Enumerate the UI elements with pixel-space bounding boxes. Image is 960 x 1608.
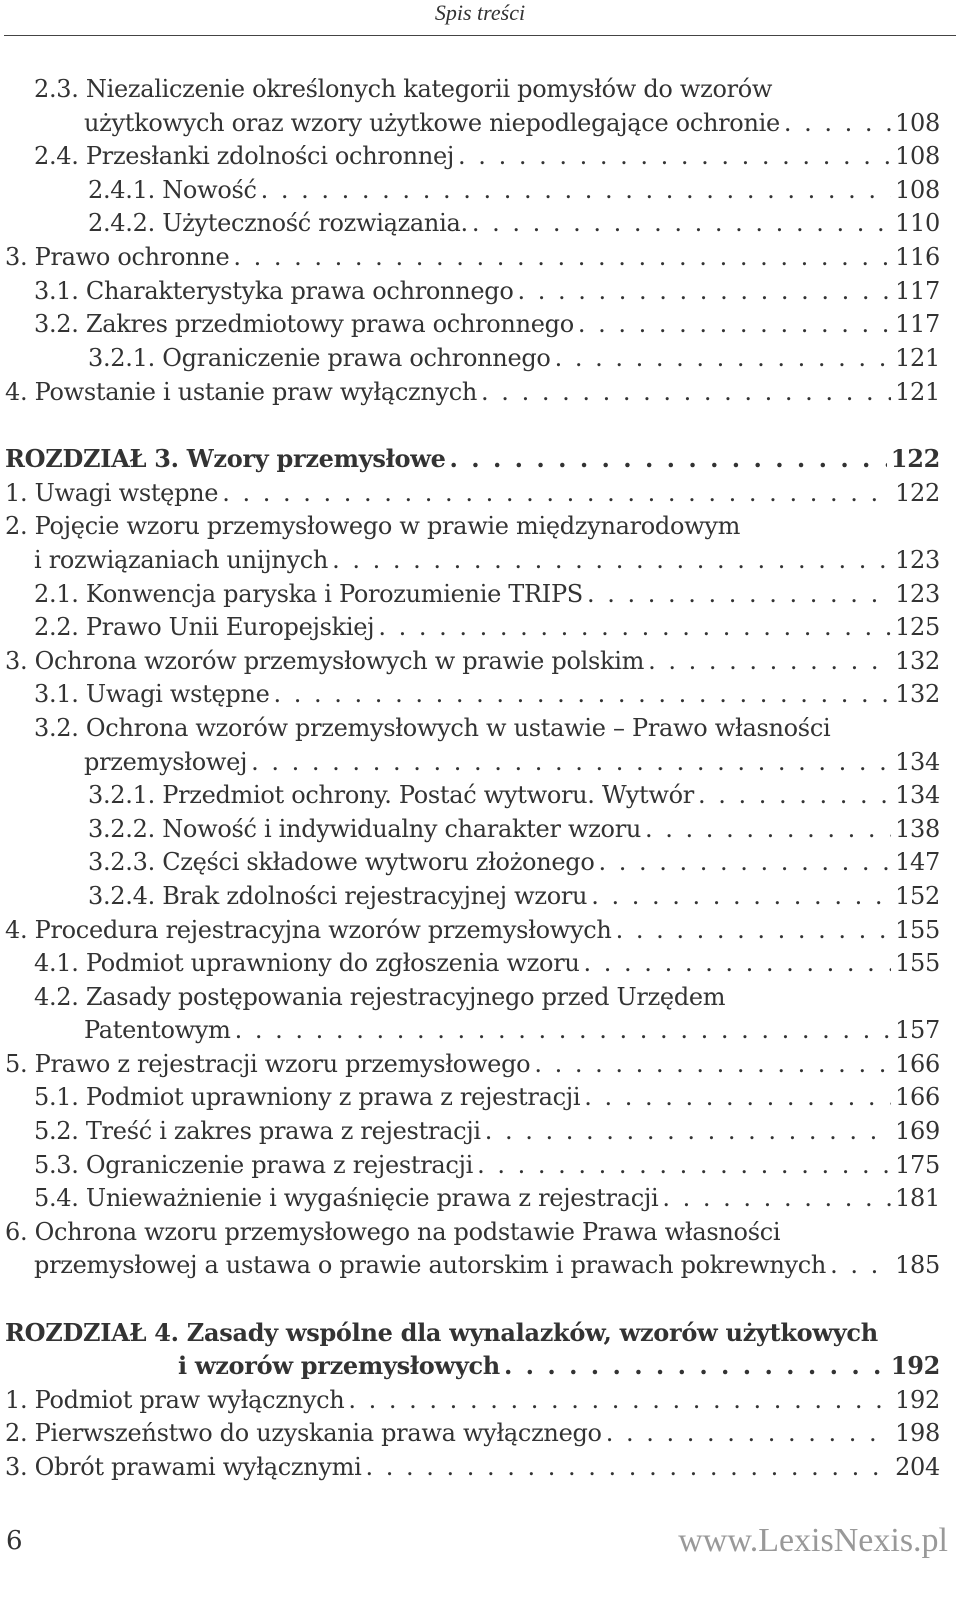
toc-entry (34, 577, 940, 611)
dot-leader (645, 812, 891, 846)
toc-entry-title: i rozwiązaniach unijnych (34, 546, 329, 574)
toc-entry-page: 198 (895, 1419, 940, 1447)
toc-entry-page: 134 (895, 781, 940, 809)
toc-entry (34, 1114, 940, 1148)
toc-entry (34, 1181, 940, 1215)
toc-entry (88, 778, 940, 812)
dot-leader (504, 1349, 887, 1383)
dot-leader (472, 206, 891, 240)
dot-leader (517, 274, 891, 308)
toc-entry (88, 341, 940, 375)
dot-leader (222, 476, 891, 510)
dot-leader (534, 1047, 891, 1081)
toc-entry-page: 122 (890, 444, 940, 473)
toc-entry (34, 1080, 940, 1114)
dot-leader (662, 1181, 891, 1215)
dot-leader (830, 1248, 891, 1282)
dot-leader (616, 913, 892, 947)
toc-entry-title: przemysłowej (84, 748, 248, 776)
toc-entry-title: 2. Pierwszeństwo do uzyskania prawa wyłącznego (5, 1419, 602, 1447)
toc-entry-page: 169 (895, 1117, 940, 1145)
toc-entry (34, 274, 940, 308)
dot-leader (784, 106, 891, 140)
toc-entry-title: 3.1. Charakterystyka prawa ochronnego (34, 277, 514, 305)
toc-entry-page: 117 (895, 277, 940, 305)
toc-entry-page: 121 (895, 344, 940, 372)
toc-entry (5, 913, 940, 947)
toc-entry-title: 3.2. Ochrona wzorów przemysłowych w ustawie – Prawo własności (34, 714, 831, 742)
toc-entry-title: 3.2.2. Nowość i indywidualny charakter wzoru (88, 815, 642, 843)
toc-entry-page: 117 (895, 310, 940, 338)
dot-leader (378, 610, 891, 644)
toc-entry-page: 123 (895, 546, 940, 574)
toc-entry (34, 1248, 940, 1282)
toc-entry-title: przemysłowej a ustawa o prawie autorskim i prawach pokrewnych (34, 1251, 827, 1279)
dot-leader (485, 1114, 891, 1148)
dot-leader (274, 677, 892, 711)
toc-entry-page: 138 (895, 815, 940, 843)
toc-entry-title: 1. Podmiot praw wyłącznych (5, 1386, 345, 1414)
dot-leader (606, 1416, 891, 1450)
toc-entry-title: 2. Pojęcie wzoru przemysłowego w prawie międzynarodowym (5, 512, 741, 540)
toc-entry (5, 1316, 940, 1350)
toc-entry-title: 4. Powstanie i ustanie praw wyłącznych (5, 378, 478, 406)
toc-entry (88, 206, 940, 240)
toc-entry-page: 192 (890, 1351, 940, 1380)
toc-entry (5, 1047, 940, 1081)
toc-entry-title: 2.3. Niezaliczenie określonych kategorii pomysłów do wzorów (34, 75, 773, 103)
toc-entry-page: 155 (895, 949, 940, 977)
toc-entry-title: 5.4. Unieważnienie i wygaśnięcie prawa z rejestracji (34, 1184, 659, 1212)
running-head: Spis treści (434, 0, 526, 25)
dot-leader (591, 879, 891, 913)
toc-entry (5, 1450, 940, 1484)
dot-leader (332, 543, 891, 577)
toc-entry-title: użytkowych oraz wzory użytkowe niepodlegające ochronie (84, 109, 780, 137)
dot-leader (477, 1148, 891, 1182)
toc-entry-page: 134 (895, 748, 940, 776)
toc-entry-page: 123 (895, 580, 940, 608)
toc-entry-page: 108 (895, 176, 940, 204)
dot-leader (648, 644, 891, 678)
toc-entry-page: 110 (895, 209, 940, 237)
toc-entry (178, 1349, 940, 1383)
toc-entry (88, 812, 940, 846)
dot-leader (555, 341, 892, 375)
toc-entry (34, 980, 940, 1014)
toc-entry (5, 375, 940, 409)
dot-leader (261, 173, 891, 207)
dot-leader (584, 946, 892, 980)
dot-leader (450, 442, 887, 476)
toc-entry (88, 879, 940, 913)
toc-entry-title: 3.2.1. Ograniczenie prawa ochronnego (88, 344, 551, 372)
toc-entry-title: 3.2.3. Części składowe wytworu złożonego (88, 848, 595, 876)
toc-entry-page: 108 (895, 142, 940, 170)
toc-entry (84, 745, 940, 779)
dot-leader (458, 139, 891, 173)
dot-leader (251, 745, 891, 779)
toc-entry (5, 442, 940, 476)
toc-entry (5, 476, 940, 510)
dot-leader (584, 1080, 891, 1114)
toc-entry-title: 2.4.2. Użyteczność rozwiązania. (88, 209, 468, 237)
toc-entry (84, 1013, 940, 1047)
dot-leader (598, 845, 891, 879)
toc-entry-title: i wzorów przemysłowych (178, 1351, 500, 1380)
dot-leader (578, 307, 891, 341)
toc-entry-title: 2.2. Prawo Unii Europejskiej (34, 613, 375, 641)
dot-leader (587, 577, 891, 611)
toc-entry (34, 1148, 940, 1182)
dot-leader (365, 1450, 891, 1484)
toc-entry-page: 166 (895, 1083, 940, 1111)
page-header (0, 0, 960, 38)
toc-entry-page: 185 (895, 1251, 940, 1279)
toc-entry-title: 3. Ochrona wzorów przemysłowych w prawie polskim (5, 647, 645, 675)
toc-entry-page: 192 (895, 1386, 940, 1414)
toc-entry-title: 3.2.1. Przedmiot ochrony. Postać wytworu. Wytwór (88, 781, 694, 809)
toc-entry-title: ROZDZIAŁ 4. Zasady wspólne dla wynalazków, wzorów użytkowych (5, 1318, 878, 1347)
toc-entry-page: 132 (895, 647, 940, 675)
toc-entry (34, 711, 940, 745)
toc-entry-page: 175 (895, 1151, 940, 1179)
toc-entry (5, 1416, 940, 1450)
dot-leader (348, 1383, 891, 1417)
toc-entry-page: 122 (895, 479, 940, 507)
page-number: 6 (6, 1526, 23, 1556)
toc-entry-page: 121 (895, 378, 940, 406)
toc-entry-page: 166 (895, 1050, 940, 1078)
toc-entry (34, 307, 940, 341)
dot-leader (481, 375, 891, 409)
toc-entry-page: 108 (895, 109, 940, 137)
toc-entry (34, 946, 940, 980)
toc-entry-page: 155 (895, 916, 940, 944)
toc-entry-page: 181 (895, 1184, 940, 1212)
toc-entry-title: 4.2. Zasady postępowania rejestracyjnego przed Urzędem (34, 983, 726, 1011)
toc-entry-page: 132 (895, 680, 940, 708)
toc-entry-page: 116 (895, 243, 940, 271)
toc-entry-page: 157 (895, 1016, 940, 1044)
toc-entry (34, 677, 940, 711)
toc-entry (5, 240, 940, 274)
toc-entry-title: 4. Procedura rejestracyjna wzorów przemysłowych (5, 916, 612, 944)
toc-entry-page: 204 (895, 1453, 940, 1481)
toc-entry-title: 3. Prawo ochronne (5, 243, 230, 271)
toc-entry-title: 2.4.1. Nowość (88, 176, 257, 204)
toc-entry-page: 125 (895, 613, 940, 641)
toc-entry (5, 644, 940, 678)
toc-entry (34, 139, 940, 173)
toc-entry (34, 543, 940, 577)
toc-entry (5, 1215, 940, 1249)
toc-entry-title: 5.2. Treść i zakres prawa z rejestracji (34, 1117, 481, 1145)
toc-entry (88, 845, 940, 879)
toc-entry-title: 2.1. Konwencja paryska i Porozumienie TRIPS (34, 580, 583, 608)
toc-entry-page: 152 (895, 882, 940, 910)
toc-entry (84, 106, 940, 140)
toc-entry-title: 3.2.4. Brak zdolności rejestracyjnej wzoru (88, 882, 588, 910)
header-rule (4, 35, 956, 36)
toc-entry-title: 5.1. Podmiot uprawniony z prawa z rejestracji (34, 1083, 581, 1111)
toc-entry-title: 3.1. Uwagi wstępne (34, 680, 270, 708)
toc-entry (5, 509, 940, 543)
toc-entry-page: 147 (895, 848, 940, 876)
toc-entry (5, 1383, 940, 1417)
dot-leader (698, 778, 891, 812)
publisher-url: www.LexisNexis.pl (678, 1522, 948, 1559)
toc-entry (34, 610, 940, 644)
toc-entry (34, 72, 940, 106)
dot-leader (235, 1013, 891, 1047)
toc-entry-title: 4.1. Podmiot uprawniony do zgłoszenia wzoru (34, 949, 580, 977)
toc-entry-title: ROZDZIAŁ 3. Wzory przemysłowe (5, 444, 446, 473)
toc-entry-title: 3.2. Zakres przedmiotowy prawa ochronnego (34, 310, 574, 338)
toc-entry-title: 6. Ochrona wzoru przemysłowego na podstawie Prawa własności (5, 1218, 781, 1246)
toc-entry-title: 1. Uwagi wstępne (5, 479, 219, 507)
toc-entry-title: Patentowym (84, 1016, 231, 1044)
dot-leader (233, 240, 891, 274)
toc-entry-title: 5. Prawo z rejestracji wzoru przemysłowego (5, 1050, 531, 1078)
toc-entry (88, 173, 940, 207)
toc-entry-title: 5.3. Ograniczenie prawa z rejestracji (34, 1151, 474, 1179)
toc-entry-title: 3. Obrót prawami wyłącznymi (5, 1453, 362, 1481)
toc-entry-title: 2.4. Przesłanki zdolności ochronnej (34, 142, 455, 170)
